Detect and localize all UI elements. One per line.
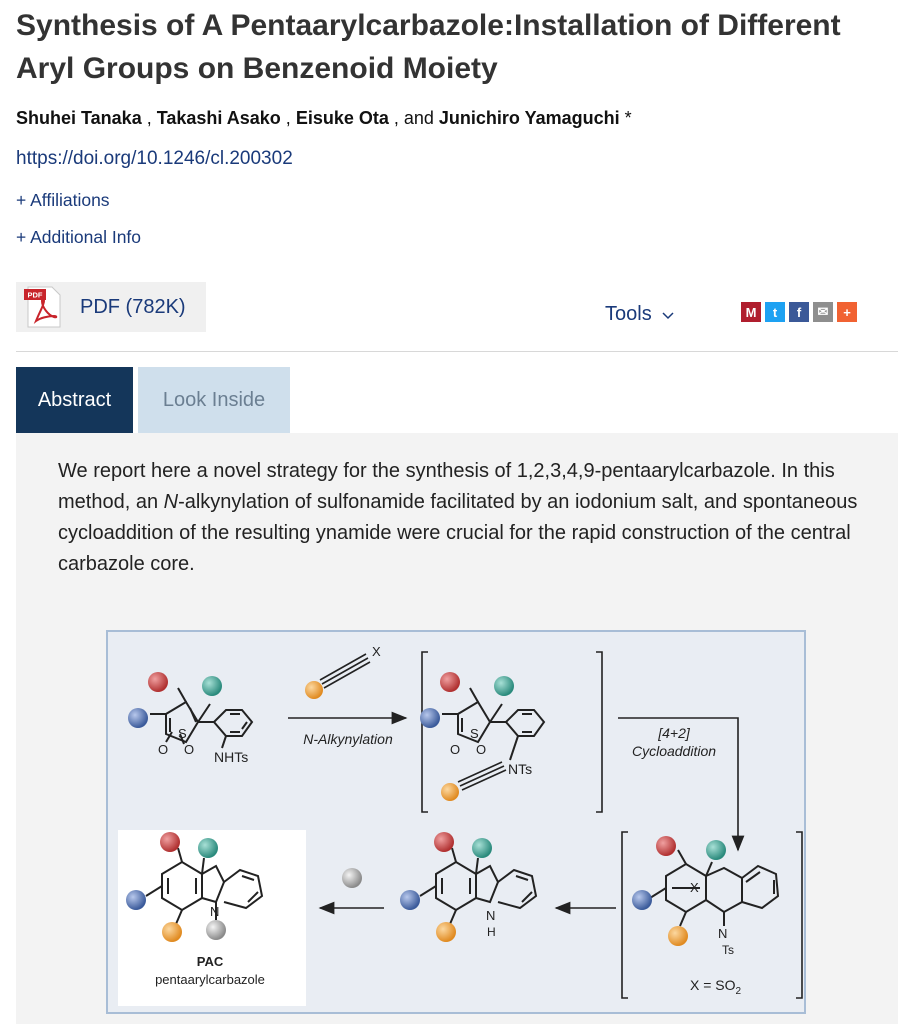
sulfone-oxygen: O (158, 742, 169, 757)
step2-label: Cycloaddition (631, 743, 717, 759)
sulfone-sulfur: S (470, 726, 479, 741)
alkyne-substituent: X (372, 644, 381, 659)
nitrogen-label: N (718, 926, 728, 941)
email-icon[interactable]: ✉ (813, 302, 833, 322)
nts-label: NTs (508, 761, 533, 777)
author-separator: , and (388, 108, 439, 128)
x-definition-text: X = SO (690, 977, 736, 993)
bridge-x-label: X (690, 880, 699, 895)
corresponding-marker: * (619, 108, 632, 128)
pdf-download-label: PDF (782K) (80, 295, 186, 318)
mendeley-icon[interactable]: M (741, 302, 761, 322)
aryl-teal-ball (494, 676, 514, 696)
x-definition-subscript: 2 (735, 986, 742, 997)
aryl-gray-ball (342, 868, 362, 888)
author-separator: , (141, 108, 152, 128)
author-list (16, 108, 632, 129)
tab-look-inside[interactable]: Look Inside (138, 367, 290, 433)
abstract-text (58, 456, 858, 580)
pdf-icon-text: PDF (27, 290, 43, 300)
aryl-orange-ball (668, 926, 688, 946)
aryl-orange-ball (162, 922, 182, 942)
sulfone-oxygen: O (450, 742, 461, 757)
aryl-teal-ball (198, 838, 218, 858)
nhts-label: NHTs (214, 749, 249, 765)
author-separator: , (280, 108, 291, 128)
pdf-download-button[interactable] (16, 282, 206, 332)
aryl-gray-ball (206, 920, 226, 940)
product-abbreviation: PAC (196, 954, 224, 969)
aryl-red-ball (148, 672, 168, 692)
product-name: pentaarylcarbazole (155, 972, 265, 987)
aryl-teal-ball (202, 676, 222, 696)
aryl-blue-ball (400, 890, 420, 910)
sulfone-oxygen: O (476, 742, 487, 757)
article-title: Synthesis of A Pentaarylcarbazole:Installation of Different Aryl Groups on Benzenoid Moiety (16, 9, 841, 85)
affiliations-toggle[interactable]: + Affiliations (16, 190, 110, 210)
abstract-text-italic: N (163, 491, 179, 513)
chevron-down-icon (661, 310, 675, 320)
aryl-red-ball (160, 832, 180, 852)
aryl-orange-ball (441, 783, 459, 801)
tab-abstract[interactable]: Abstract (16, 367, 133, 433)
aryl-red-ball (656, 836, 676, 856)
hydrogen-label: H (487, 925, 496, 939)
header-divider (16, 351, 898, 352)
author-name[interactable]: Takashi Asako (156, 108, 281, 128)
step2-label: [4+2] (658, 725, 690, 741)
sulfone-sulfur: S (178, 726, 187, 741)
aryl-teal-ball (706, 840, 726, 860)
tools-menu-button[interactable] (605, 303, 675, 326)
aryl-red-ball (434, 832, 454, 852)
facebook-icon[interactable]: f (789, 302, 809, 322)
nitrogen-label: N (210, 904, 220, 919)
additional-info-toggle[interactable]: + Additional Info (16, 227, 142, 247)
nitrogen-label: N (486, 908, 496, 923)
twitter-icon[interactable]: t (765, 302, 785, 322)
abstract-text-end: -alkynylation of sulfonamide facilitated by an iodonium salt, and spontaneous cycloaddition of the resulting ynamide were crucial for the rapid construction of the central carbazole core. (58, 491, 858, 575)
aryl-blue-ball (126, 890, 146, 910)
pdf-file-icon (22, 285, 66, 329)
tools-label: Tools (605, 303, 652, 325)
author-name[interactable]: Shuhei Tanaka (16, 108, 142, 128)
aryl-orange-ball (436, 922, 456, 942)
step1-label: N-Alkynylation (303, 731, 393, 747)
abstract-text-start: We report here a novel strategy for the synthesis of 1,2,3,4,9-pentaarylcarbazole. In this method, an (58, 460, 835, 513)
sulfone-oxygen: O (184, 742, 195, 757)
author-name[interactable]: Junichiro Yamaguchi (438, 108, 620, 128)
aryl-blue-ball (420, 708, 440, 728)
aryl-blue-ball (632, 890, 652, 910)
more-share-icon[interactable]: + (837, 302, 857, 322)
doi-link[interactable]: https://doi.org/10.1246/cl.200302 (16, 148, 293, 169)
aryl-teal-ball (472, 838, 492, 858)
author-name[interactable]: Eisuke Ota (295, 108, 389, 128)
graphical-abstract-figure (106, 630, 806, 1014)
aryl-orange-ball (305, 681, 323, 699)
aryl-red-ball (440, 672, 460, 692)
tosyl-label: Ts (722, 943, 734, 957)
share-toolbar (741, 302, 857, 322)
aryl-blue-ball (128, 708, 148, 728)
